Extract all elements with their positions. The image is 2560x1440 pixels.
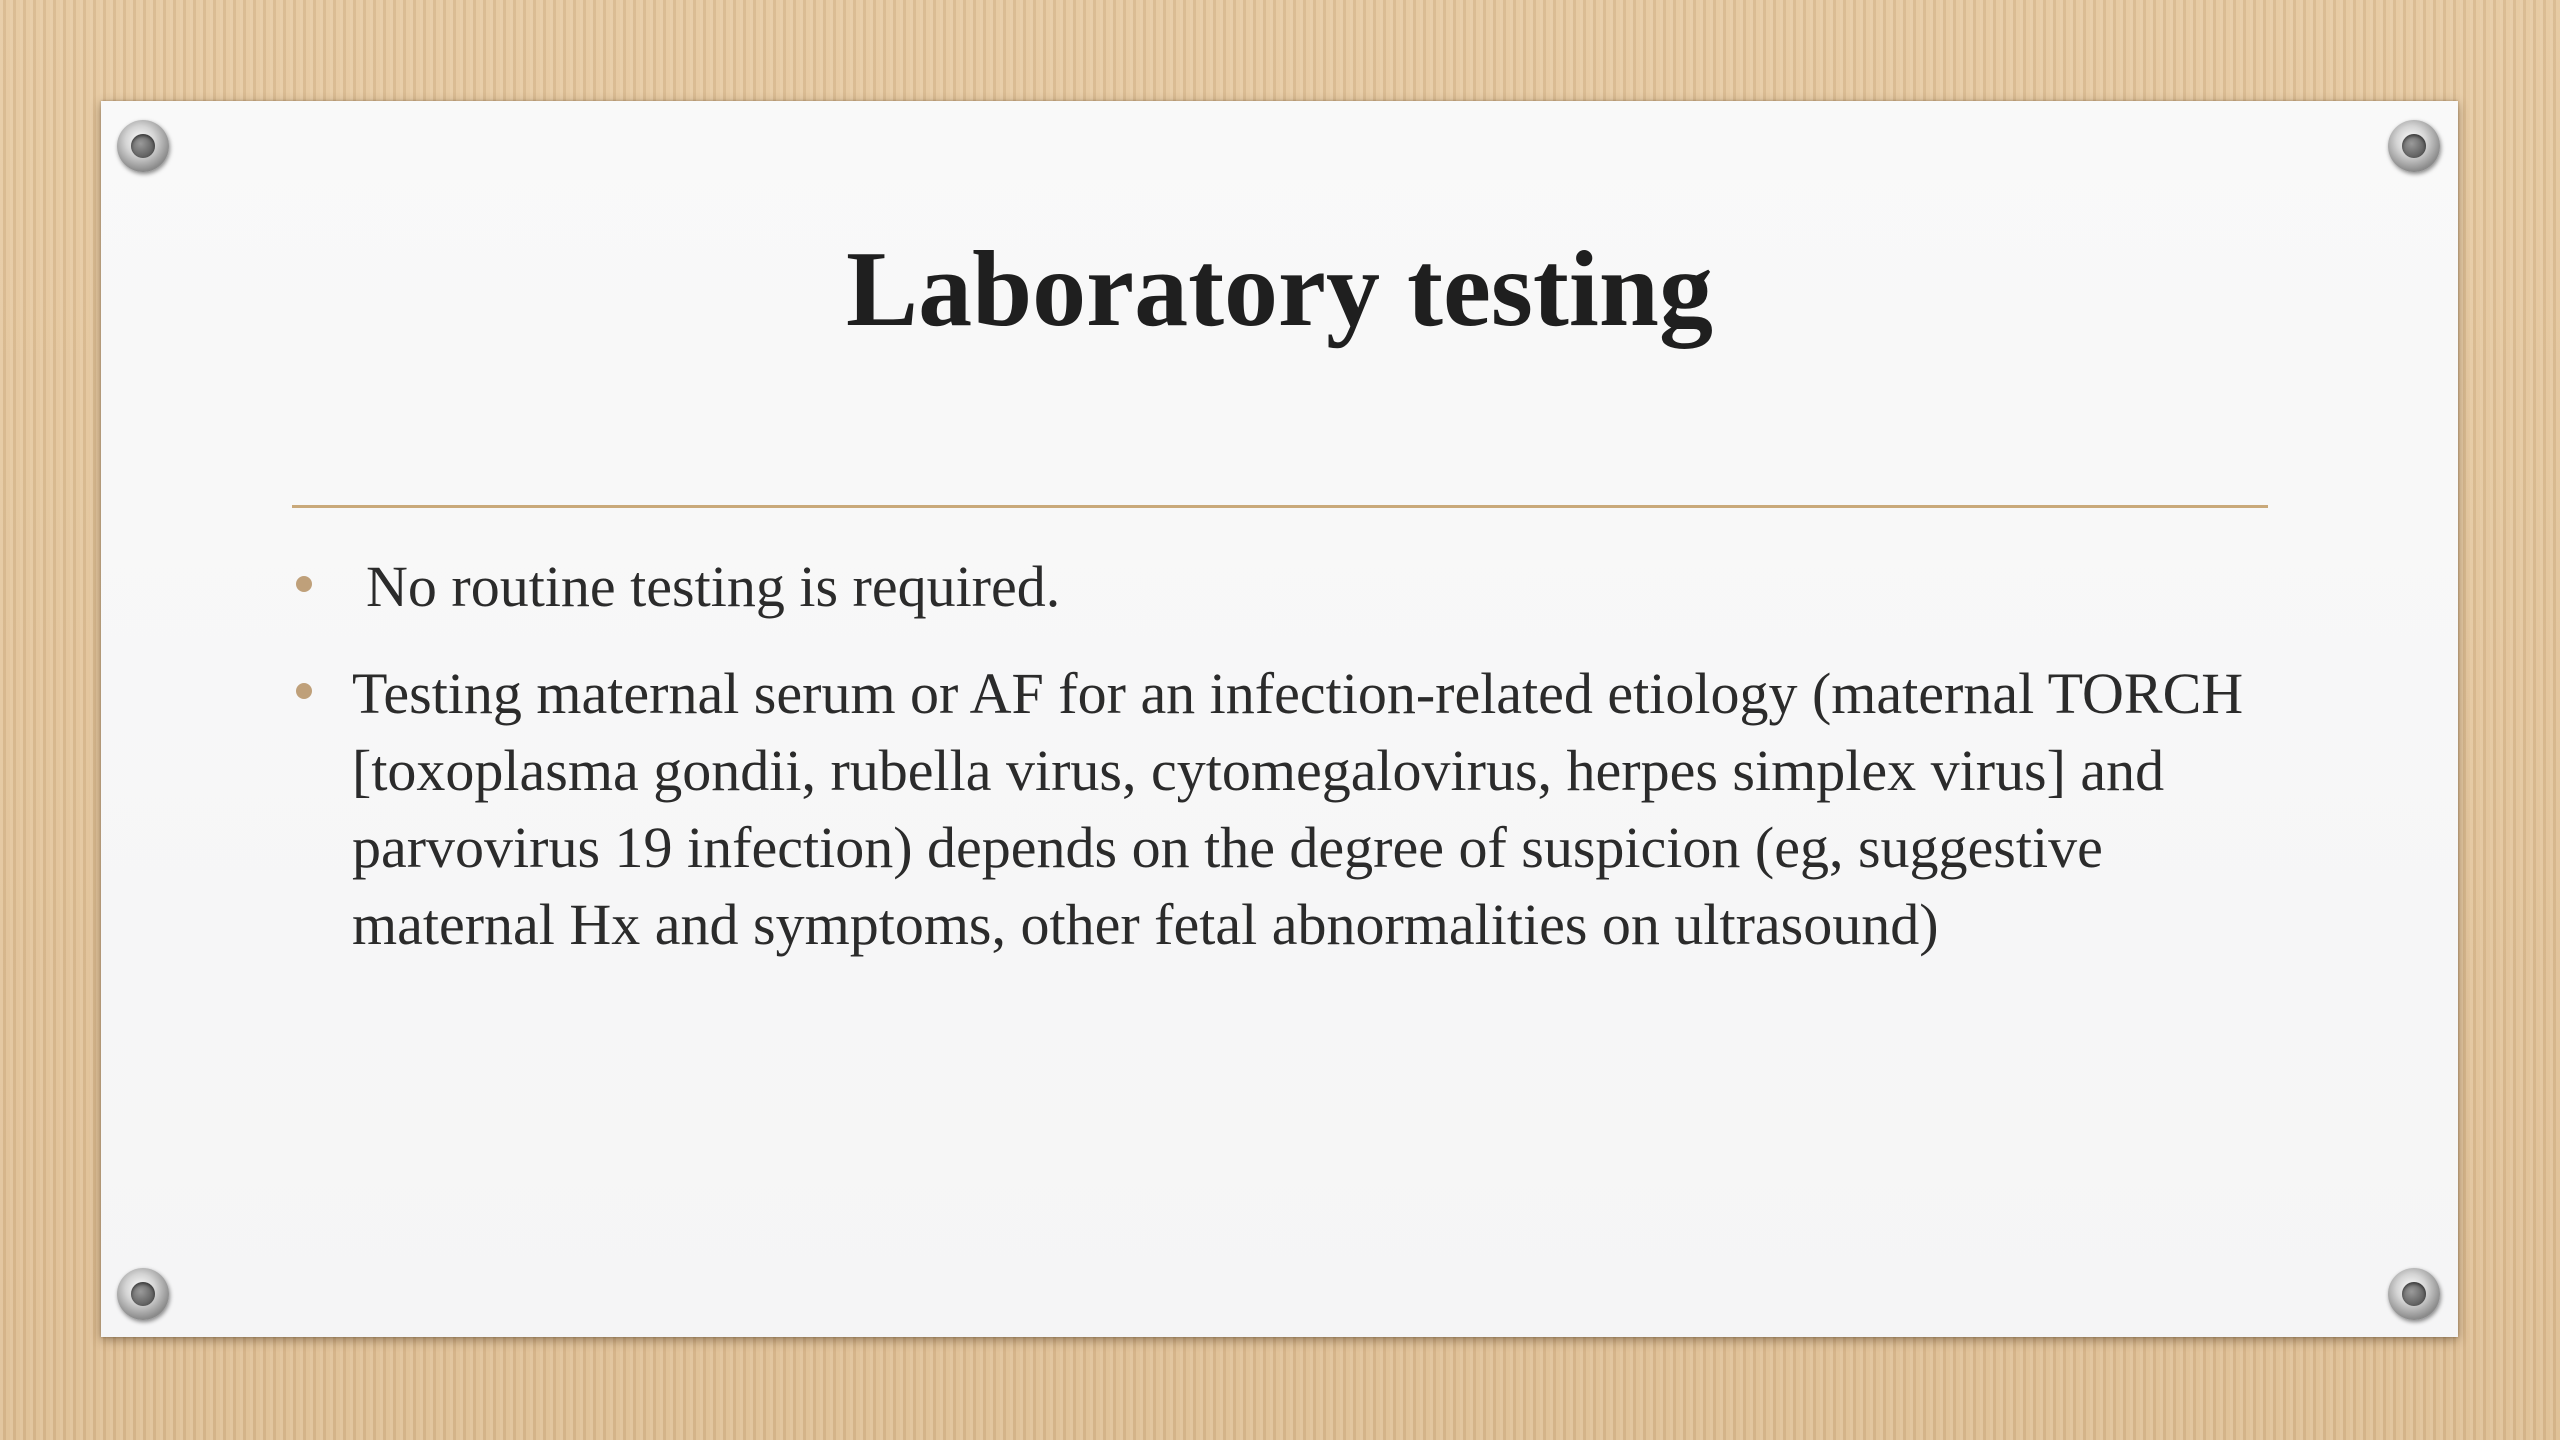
pushpin-icon — [2388, 120, 2440, 172]
bullet-dot-icon — [296, 576, 312, 592]
bullet-text: Testing maternal serum or AF for an infection-related etiology (maternal TORCH [toxoplasma gondii, rubella virus, cytomegalovirus, herpes simplex virus] and parvovirus 19 infection) depends on the degree of suspicion (eg, suggestive maternal Hx and symptoms, other fetal abnormalities on ultrasound) — [352, 661, 2244, 957]
pushpin-icon — [117, 120, 169, 172]
list-item — [352, 655, 2272, 963]
slide-title: Laboratory testing — [846, 230, 1713, 349]
title-divider — [292, 505, 2268, 508]
pushpin-icon — [2388, 1268, 2440, 1320]
bullet-list — [352, 548, 2272, 993]
bullet-text: No routine testing is required. — [366, 554, 1061, 619]
list-item — [352, 548, 2272, 625]
bullet-dot-icon — [296, 683, 312, 699]
pushpin-icon — [117, 1268, 169, 1320]
